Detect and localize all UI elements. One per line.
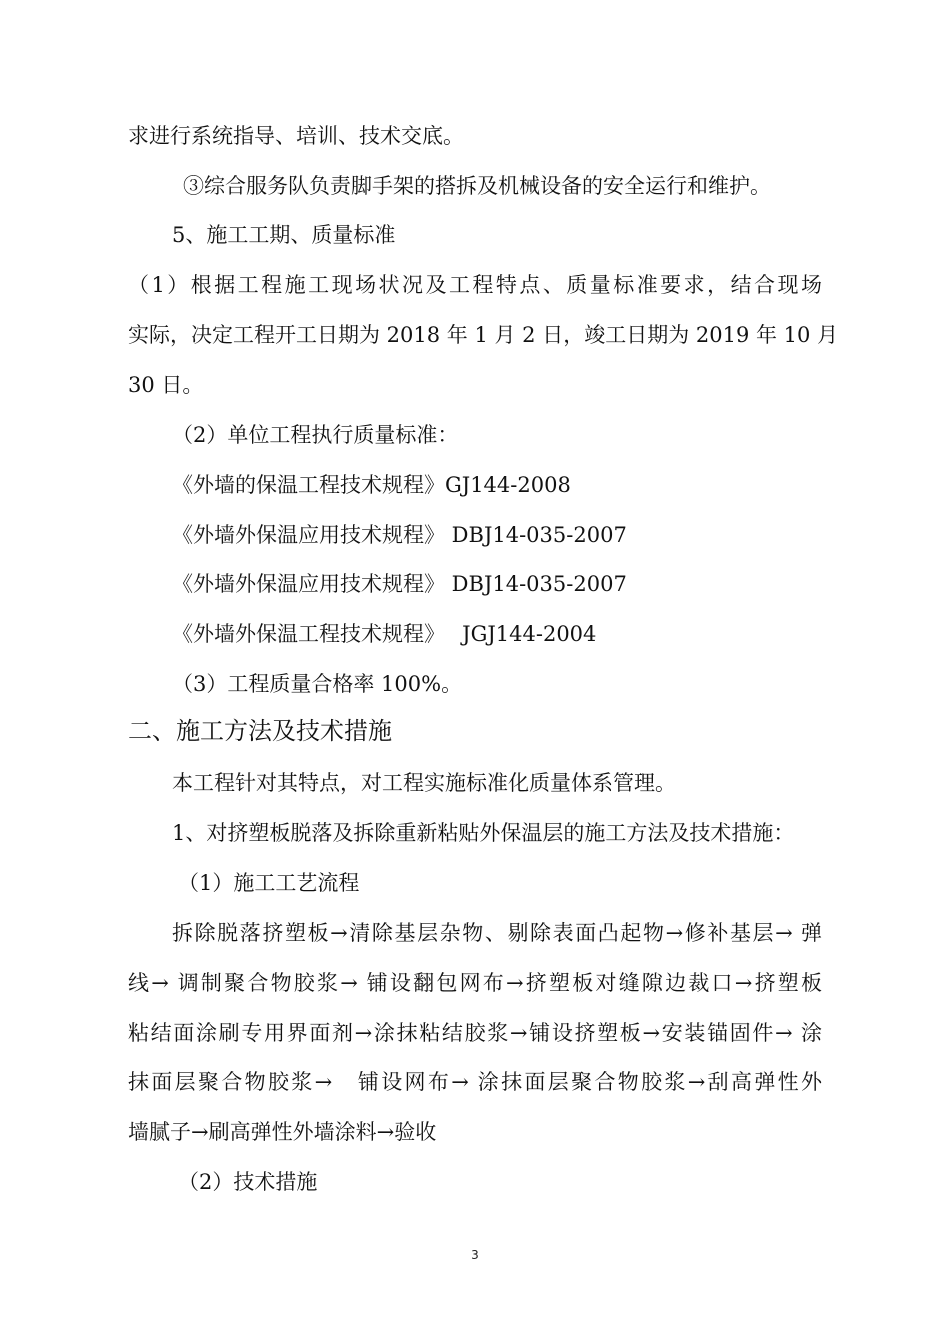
standard-item: 《外墙外保温应用技术规程》 DBJ14-035-2007	[172, 523, 627, 547]
text-line: 线→ 调制聚合物胶浆→ 铺设翻包网布→挤塑板对缝隙边裁口→挤塑板	[128, 971, 822, 995]
text-line: （3）工程质量合格率 100%。	[172, 672, 463, 696]
section-heading: 1、对挤塑板脱落及拆除重新粘贴外保温层的施工方法及技术措施：	[172, 821, 795, 845]
text-line: 实际，决定工程开工日期为 2018 年 1 月 2 日，竣工日期为 2019 年 10 月	[128, 323, 839, 347]
text-line: 求进行系统指导、培训、技术交底。	[128, 124, 464, 148]
text-line: 抹面层聚合物胶浆→ 铺设网布→ 涂抹面层聚合物胶浆→刮高弹性外	[128, 1070, 822, 1094]
section-heading: 5、施工工期、质量标准	[172, 223, 396, 247]
text-line: 粘结面涂刷专用界面剂→涂抹粘结胶浆→铺设挤塑板→安装锚固件→ 涂	[128, 1021, 822, 1045]
subsection-heading: （2）技术措施	[178, 1170, 318, 1194]
chapter-heading: 二、施工方法及技术措施	[128, 717, 392, 745]
subsection-heading: （1）施工工艺流程	[178, 871, 360, 895]
text-line: 墙腻子→刷高弹性外墙涂料→验收	[128, 1120, 437, 1144]
standard-item: 《外墙的保温工程技术规程》GJ144-2008	[172, 473, 571, 497]
text-line: （1）根据工程施工现场状况及工程特点、质量标准要求，结合现场	[128, 273, 822, 297]
page-number: 3	[471, 1248, 479, 1262]
text-line: 本工程针对其特点，对工程实施标准化质量体系管理。	[172, 771, 676, 795]
standard-item: 《外墙外保温工程技术规程》 JGJ144-2004	[172, 622, 597, 646]
text-line: ③综合服务队负责脚手架的搭拆及机械设备的安全运行和维护。	[183, 174, 771, 198]
standard-item: 《外墙外保温应用技术规程》 DBJ14-035-2007	[172, 572, 627, 596]
text-line: 30 日。	[128, 373, 204, 397]
text-line: （2）单位工程执行质量标准：	[172, 423, 459, 447]
text-line: 拆除脱落挤塑板→清除基层杂物、剔除表面凸起物→修补基层→ 弹	[172, 921, 822, 945]
